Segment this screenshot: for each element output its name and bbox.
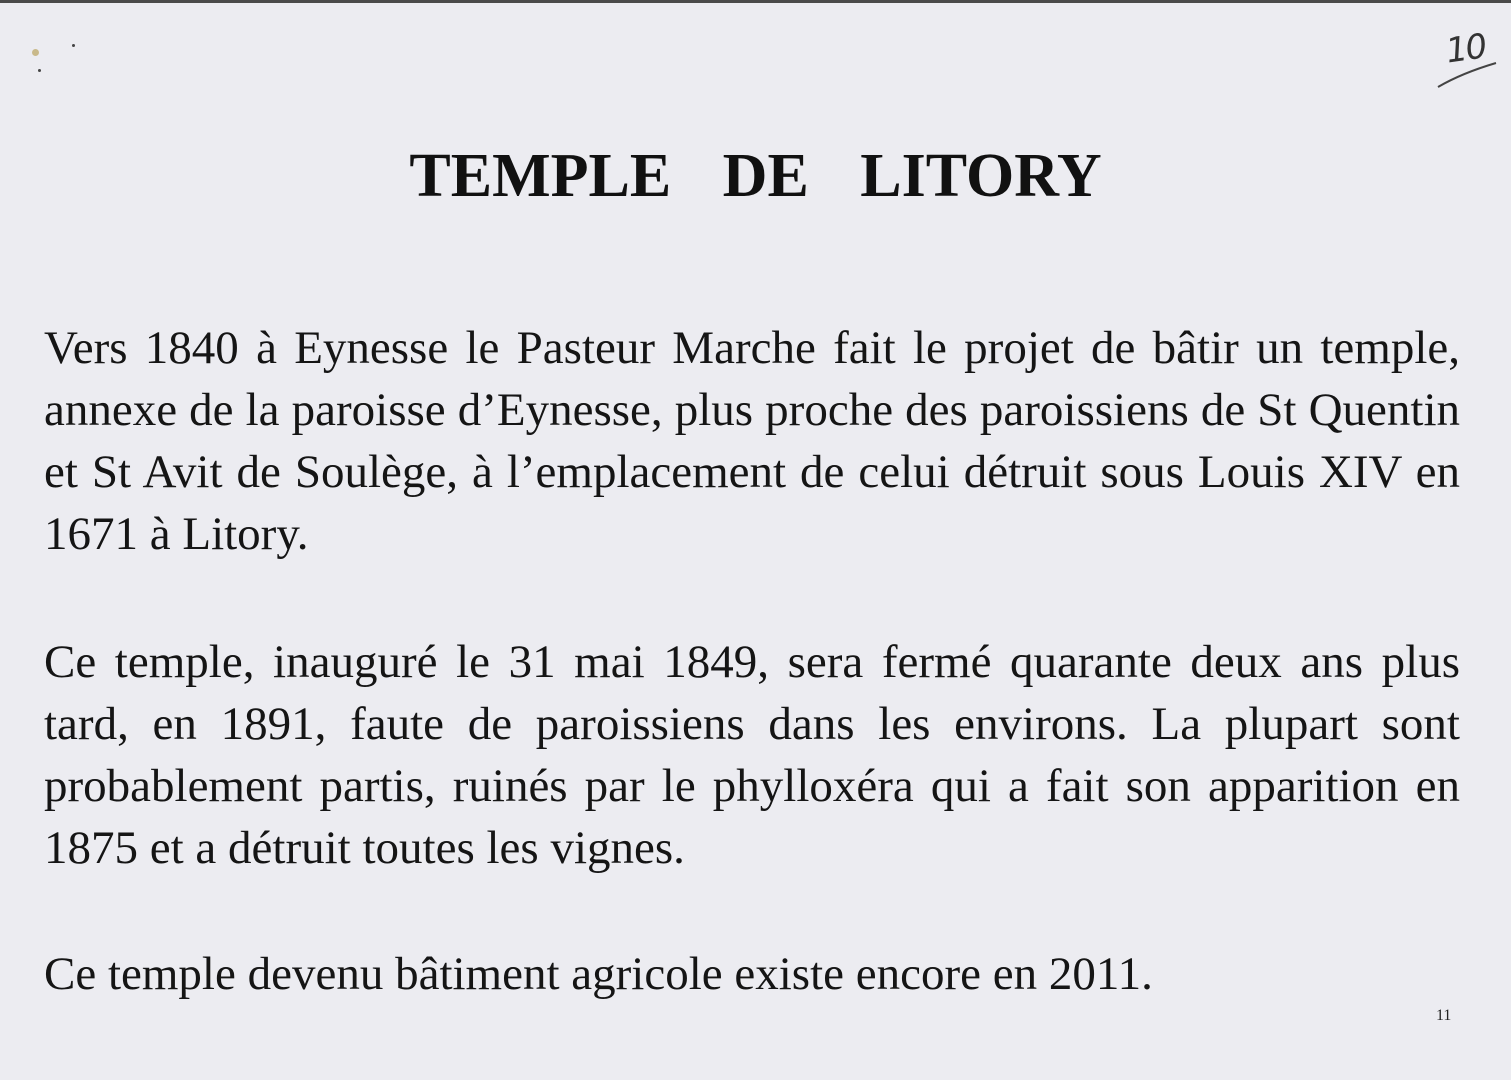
paragraph-inauguration: Ce temple, inauguré le 31 mai 1849, sera fermé quarante deux ans plus tard, en 1891, faute de paroissiens dans les environs. La plupart sont probablement partis, ruinés par le phylloxéra qui a fait son apparition en 1875 et a détruit toutes les vignes.: [44, 636, 1460, 874]
handwritten-page-number: 10: [1443, 26, 1488, 72]
paragraph-history: Vers 1840 à Eynesse le Pasteur Marche fait le projet de bâtir un temple, annexe de la paroisse d’Eynesse, plus proche des paroissiens de St Quentin et St Avit de Soulège, à l’emplacement de celui détruit sous Louis XIV en 1671 à Litory.: [44, 322, 1460, 560]
paper-stain: [32, 49, 39, 56]
paper-speck: [72, 44, 75, 47]
document-title: TEMPLE DE LITORY: [409, 142, 1102, 210]
paragraph-current-state: Ce temple devenu bâtiment agricole existe encore en 2011.: [44, 948, 1153, 1000]
page-number: 11: [1436, 1007, 1452, 1024]
paper-speck: [38, 69, 41, 72]
handwritten-underline-icon: [1432, 25, 1502, 95]
